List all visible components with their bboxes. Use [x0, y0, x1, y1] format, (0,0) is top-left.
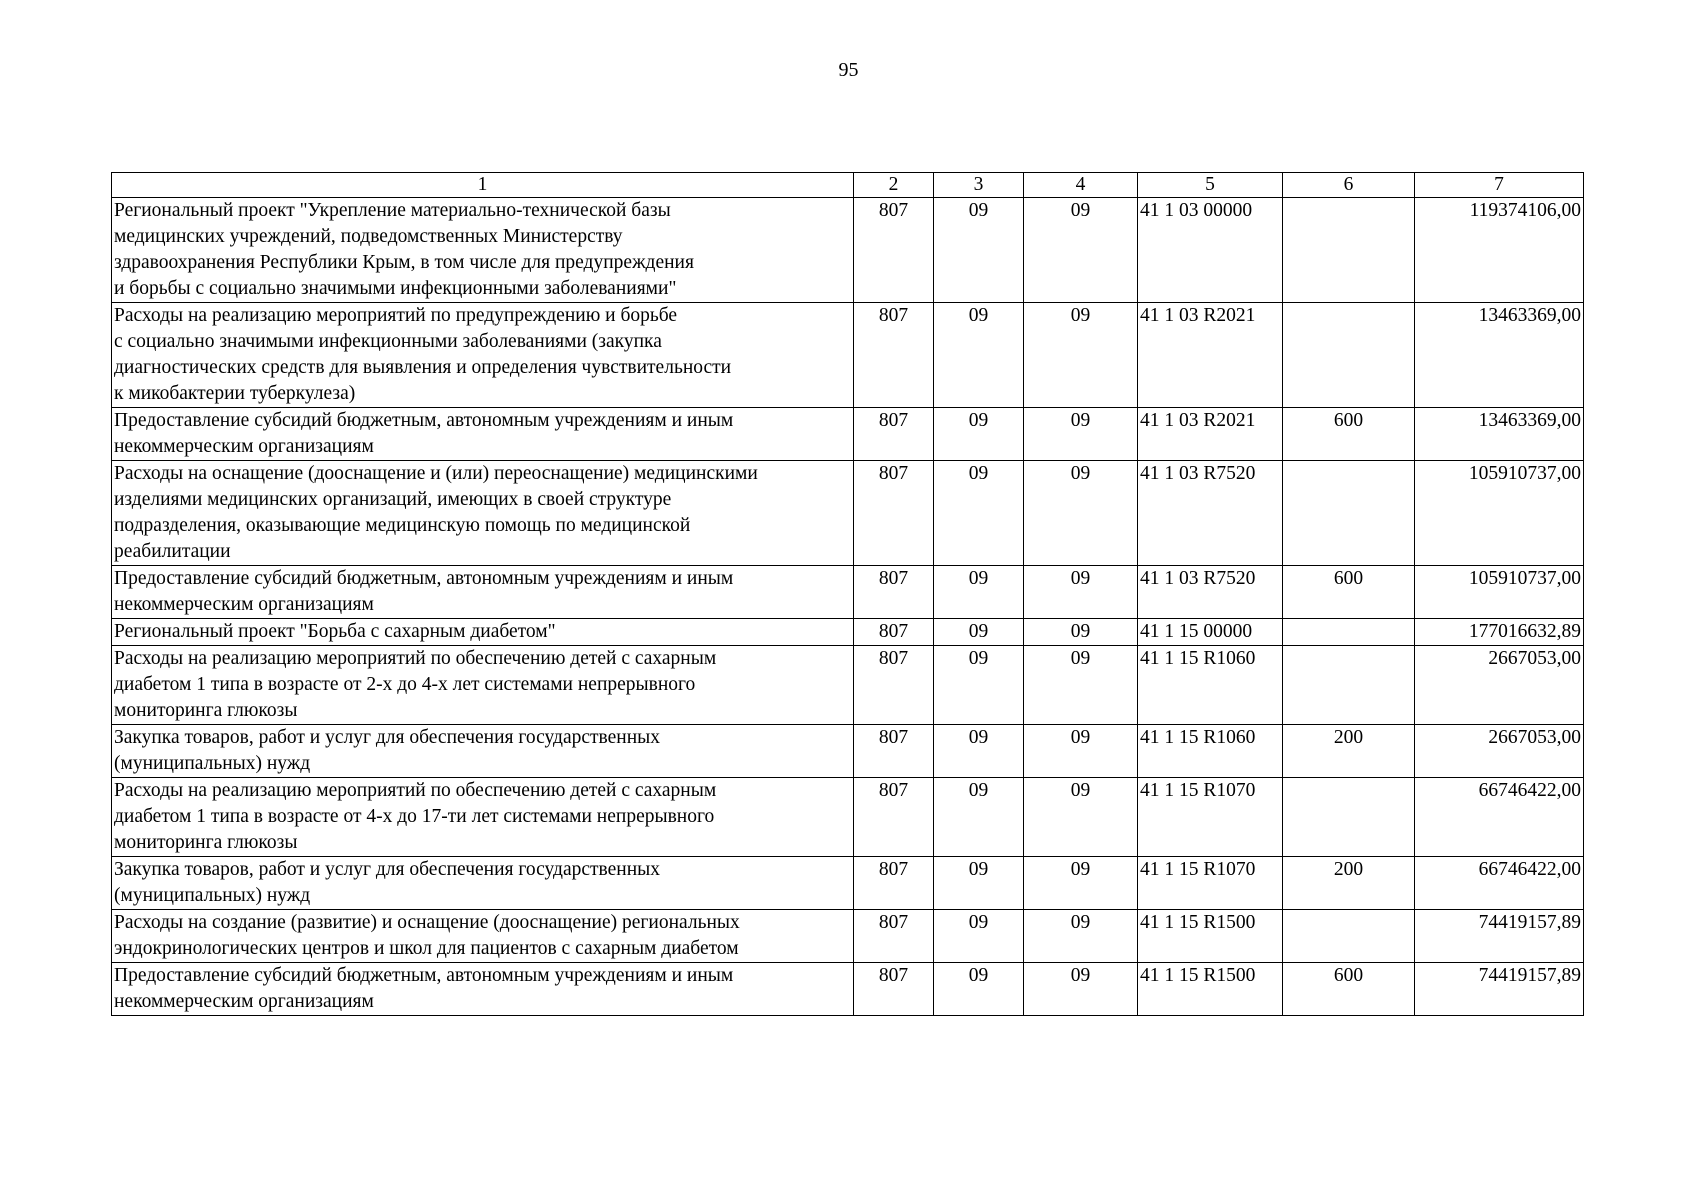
column-header: 6: [1283, 173, 1415, 198]
table-row: [112, 857, 1584, 910]
row-target-article-code: 41 1 15 R1060: [1138, 725, 1283, 778]
row-section-code: 09: [934, 566, 1024, 619]
table-header-row: [112, 173, 1584, 198]
row-amount: 66746422,00: [1415, 857, 1584, 910]
column-header: 7: [1415, 173, 1584, 198]
row-grbs-code: 807: [854, 408, 934, 461]
table-row: [112, 619, 1584, 646]
table-row: [112, 461, 1584, 566]
row-section-code: 09: [934, 963, 1024, 1016]
row-expense-type-code: 200: [1283, 725, 1415, 778]
row-description: Расходы на реализацию мероприятий по обеспечению детей с сахарным диабетом 1 типа в возрасте от 2-х до 4-х лет системами непрерывного мониторинга глюкозы: [112, 646, 854, 725]
row-grbs-code: 807: [854, 910, 934, 963]
row-description: Расходы на реализацию мероприятий по предупреждению и борьбе с социально значимыми инфекционными заболеваниями (закупка диагностических средств для выявления и определения чувствительности к микобактерии туберкулеза): [112, 303, 854, 408]
row-target-article-code: 41 1 15 R1070: [1138, 857, 1283, 910]
row-grbs-code: 807: [854, 303, 934, 408]
row-amount: 2667053,00: [1415, 725, 1584, 778]
row-description: Предоставление субсидий бюджетным, автономным учреждениям и иным некоммерческим организациям: [112, 408, 854, 461]
row-expense-type-code: 600: [1283, 963, 1415, 1016]
row-amount: 177016632,89: [1415, 619, 1584, 646]
row-grbs-code: 807: [854, 619, 934, 646]
column-header: 2: [854, 173, 934, 198]
table-row: [112, 303, 1584, 408]
table-row: [112, 198, 1584, 303]
column-header: 3: [934, 173, 1024, 198]
row-subsection-code: 09: [1024, 303, 1138, 408]
row-expense-type-code: [1283, 910, 1415, 963]
row-description: Закупка товаров, работ и услуг для обеспечения государственных (муниципальных) нужд: [112, 857, 854, 910]
table-row: [112, 646, 1584, 725]
row-amount: 105910737,00: [1415, 566, 1584, 619]
row-amount: 74419157,89: [1415, 963, 1584, 1016]
row-description: Региональный проект "Борьба с сахарным диабетом": [112, 619, 854, 646]
row-amount: 119374106,00: [1415, 198, 1584, 303]
row-amount: 74419157,89: [1415, 910, 1584, 963]
row-amount: 66746422,00: [1415, 778, 1584, 857]
row-expense-type-code: [1283, 646, 1415, 725]
row-description: Закупка товаров, работ и услуг для обеспечения государственных (муниципальных) нужд: [112, 725, 854, 778]
row-subsection-code: 09: [1024, 857, 1138, 910]
row-expense-type-code: 600: [1283, 566, 1415, 619]
row-expense-type-code: [1283, 198, 1415, 303]
page-number: 95: [838, 59, 859, 81]
row-target-article-code: 41 1 03 R7520: [1138, 566, 1283, 619]
row-expense-type-code: [1283, 461, 1415, 566]
row-grbs-code: 807: [854, 566, 934, 619]
row-grbs-code: 807: [854, 198, 934, 303]
row-description: Предоставление субсидий бюджетным, автономным учреждениям и иным некоммерческим организациям: [112, 566, 854, 619]
row-subsection-code: 09: [1024, 963, 1138, 1016]
table-row: [112, 778, 1584, 857]
row-section-code: 09: [934, 778, 1024, 857]
row-subsection-code: 09: [1024, 725, 1138, 778]
row-grbs-code: 807: [854, 725, 934, 778]
table-row: [112, 910, 1584, 963]
row-grbs-code: 807: [854, 646, 934, 725]
row-subsection-code: 09: [1024, 198, 1138, 303]
row-target-article-code: 41 1 03 R2021: [1138, 303, 1283, 408]
row-target-article-code: 41 1 15 R1500: [1138, 963, 1283, 1016]
row-subsection-code: 09: [1024, 408, 1138, 461]
column-header: 1: [112, 173, 854, 198]
row-target-article-code: 41 1 03 R7520: [1138, 461, 1283, 566]
row-expense-type-code: [1283, 303, 1415, 408]
row-description: Расходы на реализацию мероприятий по обеспечению детей с сахарным диабетом 1 типа в возрасте от 4-х до 17-ти лет системами непрерывного мониторинга глюкозы: [112, 778, 854, 857]
row-subsection-code: 09: [1024, 461, 1138, 566]
row-target-article-code: 41 1 03 00000: [1138, 198, 1283, 303]
row-amount: 105910737,00: [1415, 461, 1584, 566]
column-header: 5: [1138, 173, 1283, 198]
row-description: Расходы на создание (развитие) и оснащение (дооснащение) региональных эндокринологических центров и школ для пациентов с сахарным диабетом: [112, 910, 854, 963]
row-section-code: 09: [934, 857, 1024, 910]
row-expense-type-code: [1283, 778, 1415, 857]
row-target-article-code: 41 1 03 R2021: [1138, 408, 1283, 461]
row-expense-type-code: [1283, 619, 1415, 646]
row-target-article-code: 41 1 15 R1060: [1138, 646, 1283, 725]
row-grbs-code: 807: [854, 963, 934, 1016]
table-row: [112, 963, 1584, 1016]
row-grbs-code: 807: [854, 778, 934, 857]
row-amount: 2667053,00: [1415, 646, 1584, 725]
column-header: 4: [1024, 173, 1138, 198]
table-row: [112, 408, 1584, 461]
row-grbs-code: 807: [854, 857, 934, 910]
row-amount: 13463369,00: [1415, 408, 1584, 461]
row-grbs-code: 807: [854, 461, 934, 566]
row-amount: 13463369,00: [1415, 303, 1584, 408]
row-subsection-code: 09: [1024, 646, 1138, 725]
row-section-code: 09: [934, 461, 1024, 566]
row-expense-type-code: 600: [1283, 408, 1415, 461]
row-section-code: 09: [934, 198, 1024, 303]
row-target-article-code: 41 1 15 00000: [1138, 619, 1283, 646]
row-expense-type-code: 200: [1283, 857, 1415, 910]
row-target-article-code: 41 1 15 R1070: [1138, 778, 1283, 857]
row-section-code: 09: [934, 408, 1024, 461]
table-row: [112, 566, 1584, 619]
row-target-article-code: 41 1 15 R1500: [1138, 910, 1283, 963]
row-description: Предоставление субсидий бюджетным, автономным учреждениям и иным некоммерческим организациям: [112, 963, 854, 1016]
row-subsection-code: 09: [1024, 566, 1138, 619]
row-subsection-code: 09: [1024, 619, 1138, 646]
table-row: [112, 725, 1584, 778]
budget-table: [111, 172, 1584, 1016]
row-section-code: 09: [934, 910, 1024, 963]
row-description: Расходы на оснащение (дооснащение и (или) переоснащение) медицинскими изделиями медицинских организаций, имеющих в своей структуре подразделения, оказывающие медицинскую помощь по медицинской реабилитации: [112, 461, 854, 566]
row-subsection-code: 09: [1024, 910, 1138, 963]
row-description: Региональный проект "Укрепление материально-технической базы медицинских учреждений, подведомственных Министерству здравоохранения Республики Крым, в том числе для предупреждения и борьбы с социально значимыми инфекционными заболеваниями": [112, 198, 854, 303]
row-section-code: 09: [934, 725, 1024, 778]
row-subsection-code: 09: [1024, 778, 1138, 857]
row-section-code: 09: [934, 303, 1024, 408]
row-section-code: 09: [934, 646, 1024, 725]
row-section-code: 09: [934, 619, 1024, 646]
